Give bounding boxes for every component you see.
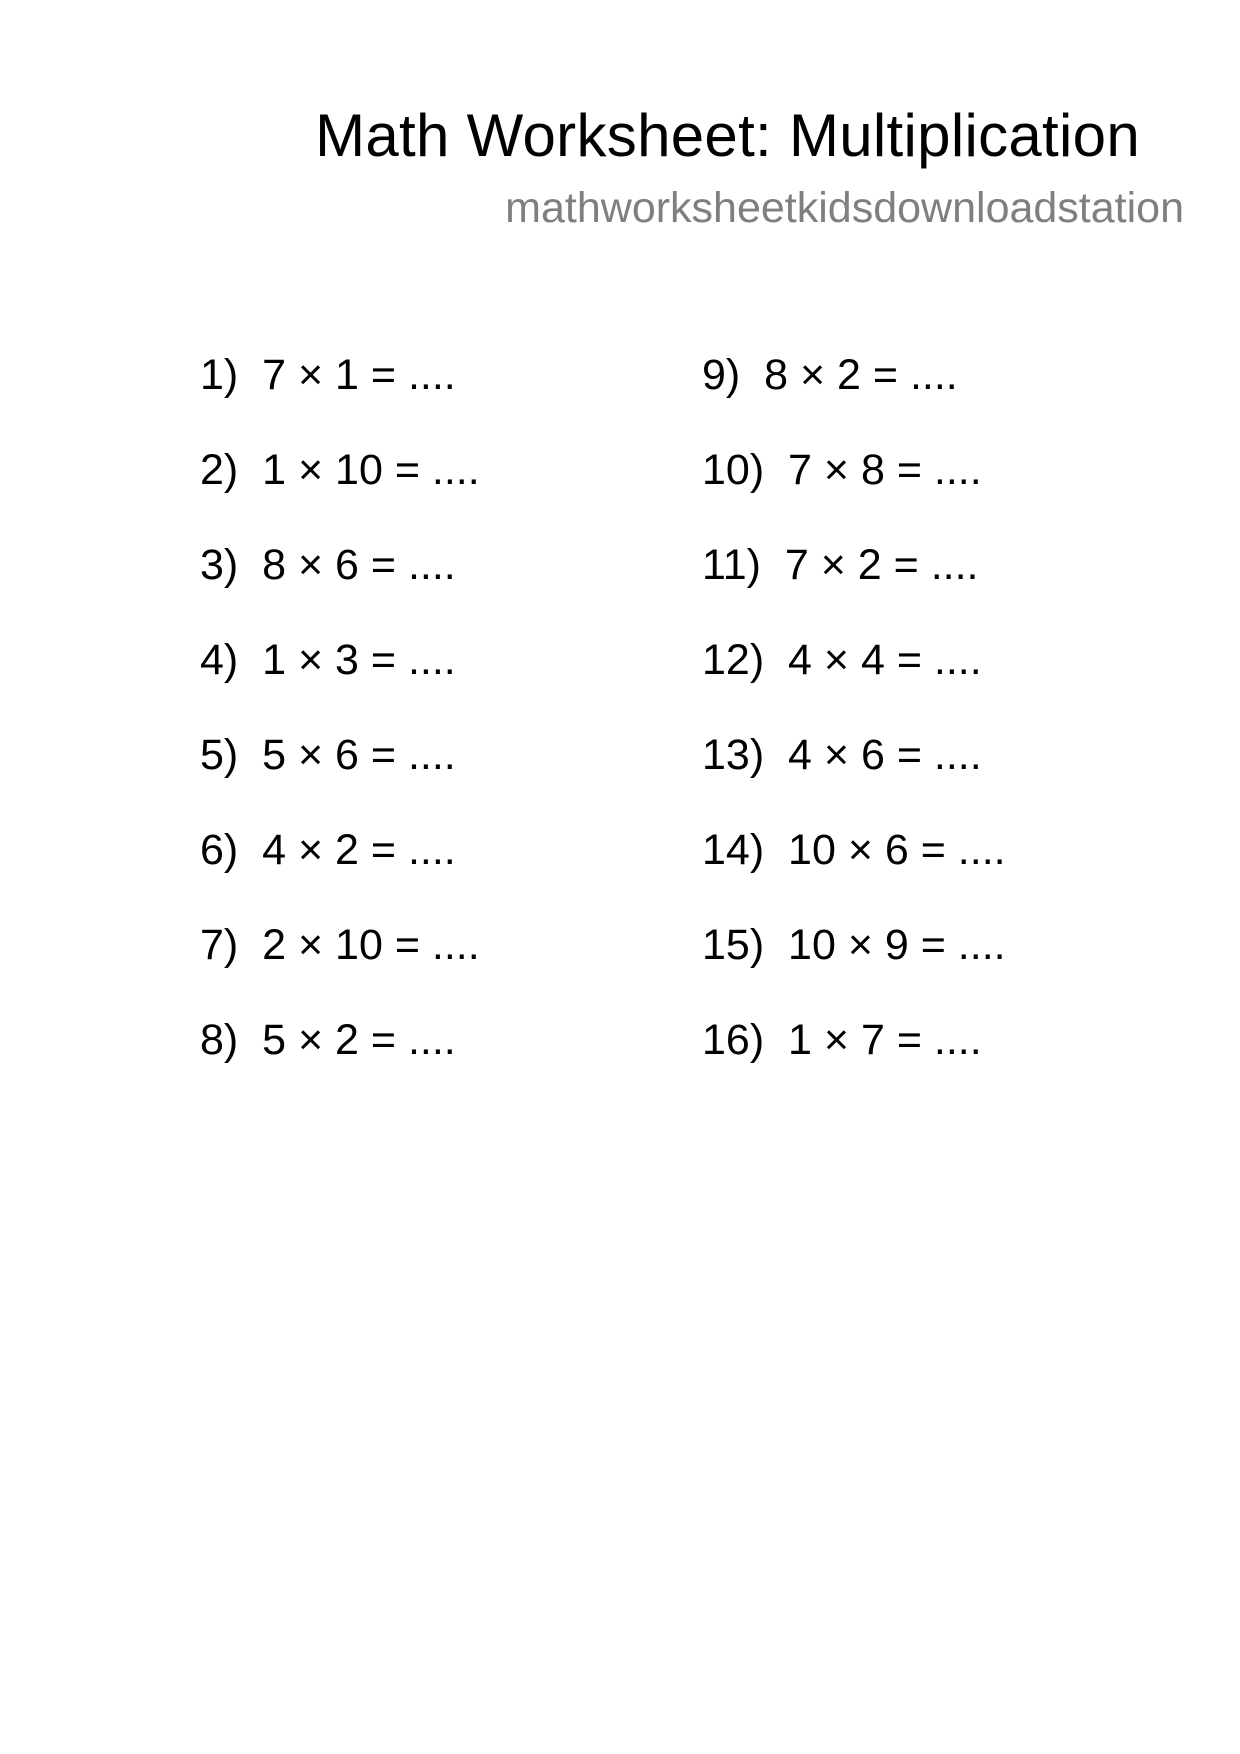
problem-12: 12) 4 × 4 = ....: [702, 636, 982, 684]
problem-2: 2) 1 × 10 = ....: [200, 446, 480, 494]
problem-11: 11) 7 × 2 = ....: [702, 541, 979, 589]
problem-15: 15) 10 × 9 = ....: [702, 921, 1006, 969]
problem-16: 16) 1 × 7 = ....: [702, 1016, 982, 1064]
problem-10: 10) 7 × 8 = ....: [702, 446, 982, 494]
problem-5: 5) 5 × 6 = ....: [200, 731, 456, 779]
problem-14: 14) 10 × 6 = ....: [702, 826, 1006, 874]
worksheet-title: Math Worksheet: Multiplication: [315, 102, 1140, 169]
problem-9: 9) 8 × 2 = ....: [702, 351, 958, 399]
problem-6: 6) 4 × 2 = ....: [200, 826, 456, 874]
problem-column-left: [200, 345, 480, 1105]
problem-column-right: [702, 345, 1006, 1105]
problem-8: 8) 5 × 2 = ....: [200, 1016, 456, 1064]
problem-3: 3) 8 × 6 = ....: [200, 541, 456, 589]
problem-4: 4) 1 × 3 = ....: [200, 636, 456, 684]
problem-1: 1) 7 × 1 = ....: [200, 351, 456, 399]
problem-13: 13) 4 × 6 = ....: [702, 731, 982, 779]
worksheet-subtitle: mathworksheetkidsdownloadstation: [505, 184, 1184, 232]
problem-7: 7) 2 × 10 = ....: [200, 921, 480, 969]
